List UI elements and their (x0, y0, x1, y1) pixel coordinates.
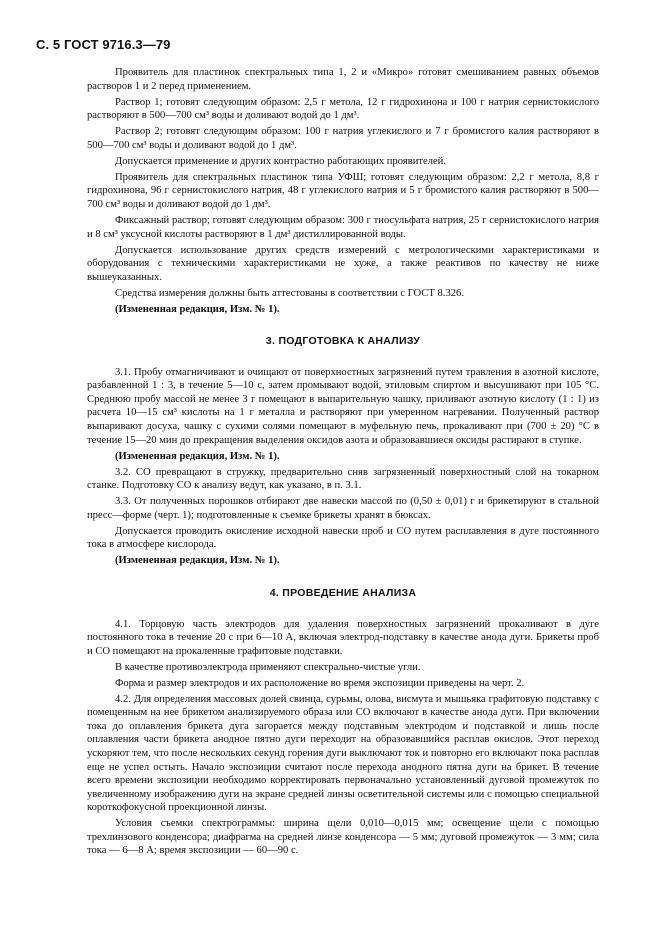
paragraph-conditions: Условия съемки спектрограммы: ширина щели 0,010—0,015 мм; освещение щели с помощью трехлинзового конденсора; диафрагма на средней линзе конденсора — 5 мм; дуговой промежуток — 3 мм; сила тока — 6—8 А; время экспозиции — 60—90 с. (87, 818, 599, 857)
paragraph-electrode-form: Форма и размер электродов и их расположение во время экспозиции приведены на черт. 2. (115, 677, 525, 689)
paragraph-4-2: 4.2. Для определения массовых долей свинца, сурьмы, олова, висмута и мышьяка графитовую подставку с помещенным на нее брикетом анализируемого образа или СО включают в качестве анода дуги. При включении тока до оплавления брикета дуга загорается между подставным электродом и подставкой и лишь после оплавления части брикета анодное пятно дуги переходит на образовавшийся расплав окислов. Этот переход ускоряют тем, что после нескольких секунд горения дуги выключают ток и повторно его включают пока расплав еще не успел остыть. Начало экспозиции считают после перехода анодного пятна дуги на брикет. В течение всего времени экспозиции необходимо корректировать первоначально установленный дуговой промежуток по увеличенному изображению дуги на экране средней линзы осветительной системы или с помощью специальной короткофокусной проекционной линзы. (87, 693, 599, 814)
paragraph-3-1: 3.1. Пробу отмагничивают и очищают от поверхностных загрязнений путем травления в азотной кислоте, разбавленной 1 : 3, в течение 5—10 с, затем промывают водой, этиловым спиртом и высушивают при 105 °С. Среднюю пробу массой не менее 3 г помещают в выпарительную чашку, приливают азотную кислоту (1 : 1) из расчета 10—15 см³ кислоты на 1 г металла и растворяют при умеренном нагревании. Полученный раствор выпаривают досуха, чашку с сухими солями помещают в муфельную печь, прокаливают при (700 ± 20) °С в течение 15—20 мин до прекращения выделения оксидов азота и образовавшиеся оксиды растирают в ступке. (87, 366, 599, 446)
paragraph-other-developers: Допускается применение и других контрастно работающих проявителей. (115, 155, 447, 167)
page-header: С. 5 ГОСТ 9716.3—79 (36, 37, 171, 52)
amendment-note: (Измененная редакция, Изм. № 1). (115, 450, 280, 462)
paragraph-certification: Средства измерения должны быть аттестованы в соответствии с ГОСТ 8.326. (115, 287, 464, 299)
paragraph-developer-mix: Проявитель для пластинок спектральных типа 1, 2 и «Микро» готовят смешиванием равных объемов растворов 1 и 2 перед применением. (87, 67, 599, 92)
section-heading-analysis: 4. ПРОВЕДЕНИЕ АНАЛИЗА (269, 587, 417, 599)
amendment-note: (Измененная редакция, Изм. № 1). (115, 555, 280, 567)
paragraph-ufsh-developer: Проявитель для спектральных пластинок типа УФШ; готовят следующим образом: 2,2 г метола, 8,8 г гидрохинона, 96 г сернистокислого натрия, 48 г углекислого натрия и 5 г бромистого калия растворяют в 500—700 см³ воды и доливают водой до 1 дм³. (87, 171, 599, 210)
paragraph-3-3-note: Допускается проводить окисление исходной навески проб и СО путем расплавления в дуге постоянного тока в атмосфере кислорода. (87, 525, 599, 551)
document-body (87, 66, 599, 860)
section-heading-preparation: 3. ПОДГОТОВКА К АНАЛИЗУ (265, 335, 421, 348)
paragraph-counter-electrode: В качестве противоэлектрода применяют спектрально-чистые угли. (115, 661, 421, 673)
paragraph-solution-2: Раствор 2; готовят следующим образом: 100 г натрия углекислого и 7 г бромистого калия растворяют в 500—700 см³ воды и доливают водой до 1 дм³. (87, 126, 599, 151)
paragraph-fixer: Фиксажный раствор; готовят следующим образом: 300 г тиосульфата натрия, 25 г сернистокислого натрия и 8 см³ уксусной кислоты растворяют в 1 дм³ дистиллированной воды. (87, 214, 599, 240)
paragraph-3-2: 3.2. СО превращают в стружку, предварительно сняв загрязненный поверхностный слой на токарном станке. Подготовку СО к анализу ведут, как указано, в п. 3.1. (87, 466, 599, 492)
amendment-note: (Измененная редакция, Изм. № 1). (115, 303, 280, 315)
paragraph-other-instruments: Допускается использование других средств измерений с метрологическими характеристиками и оборудования с техническими характеристиками не хуже, а также реактивов по качеству не ниже вышеуказанных. (87, 244, 599, 283)
paragraph-4-1: 4.1. Торцовую часть электродов для удаления поверхностных загрязнений прокаливают в дуге постоянного тока в течение 20 с при 6—10 А, включая электрод-подставку в качестве анода дуги. Брикеты проб и СО помещают на прокаленные графитовые подставки. (87, 618, 599, 657)
paragraph-3-3: 3.3. От полученных порошков отбирают две навески массой по (0,50 ± 0,01) г и брикетируют в стальной пресс—форме (черт. 1); подготовленные к съемке брикеты хранят в бюксах. (87, 496, 599, 521)
paragraph-solution-1: Раствор 1; готовят следующим образом: 2,5 г метола, 12 г гидрохинона и 100 г натрия сернистокислого растворяют в 500—700 см³ воды и доливают водой до 1 дм³. (87, 96, 599, 122)
